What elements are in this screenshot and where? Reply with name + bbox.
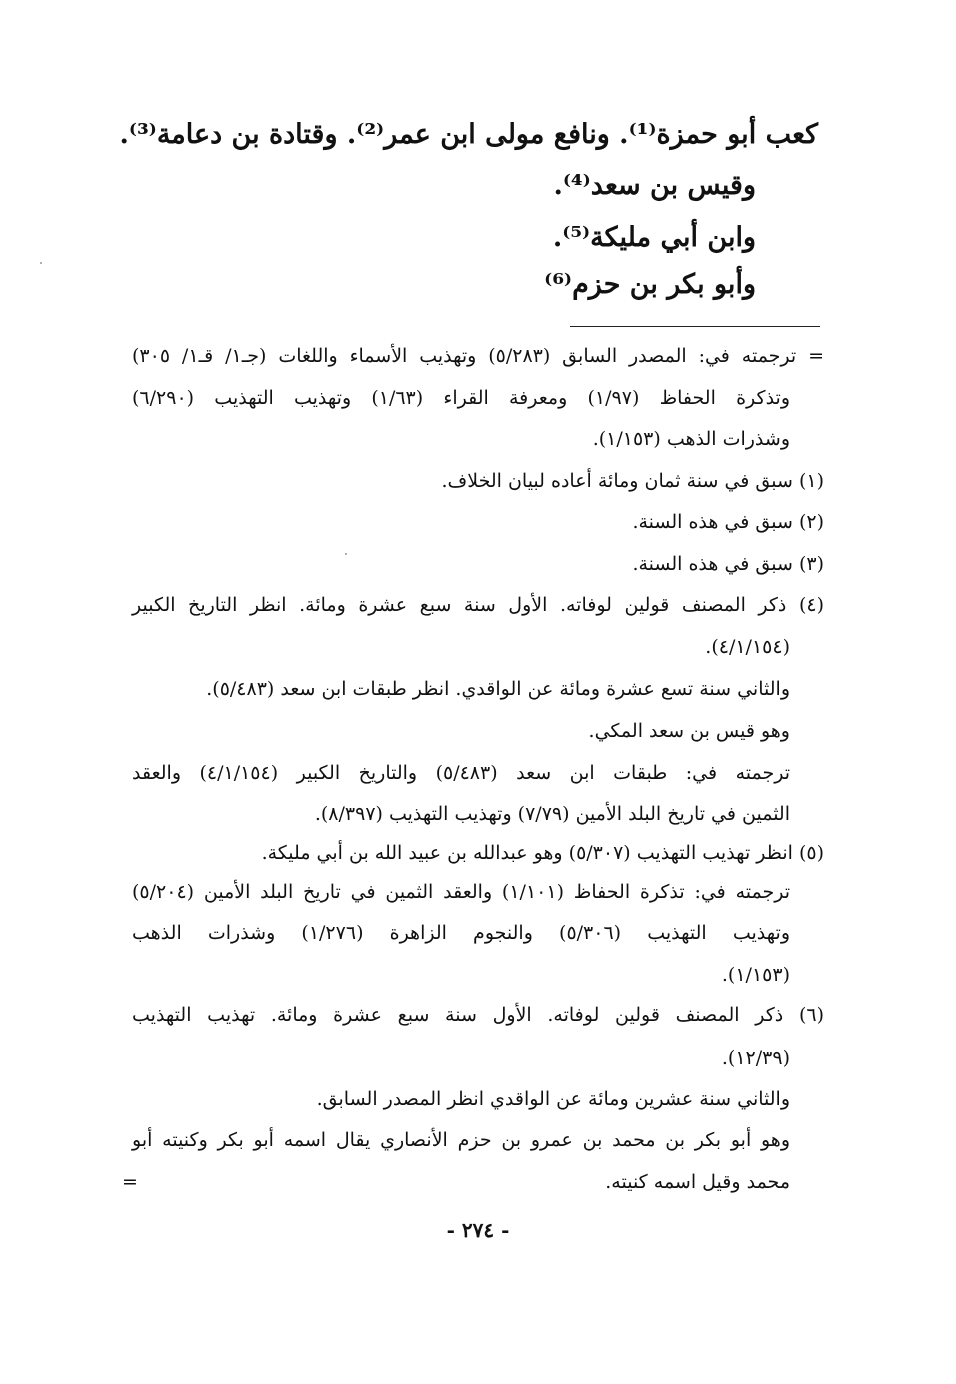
footnote-line: (٦) ذكر المصنف قولين لوفاته. الأول سنة سبع عشرة ومائة. تهذيب التهذيب <box>132 1004 824 1026</box>
footnote-line: (٣) سبق في هذه السنة. <box>632 553 824 575</box>
main-text-line-2: وقيس بن سعد⁽⁴⁾. <box>553 170 756 201</box>
footnote-line: وتهذيب التهذيب (٥/٣٠٦) والنجوم الزاهرة (١/٢٧٦) وشذرات الذهب <box>132 922 790 944</box>
footnote-line: (١/١٥٣). <box>721 964 790 986</box>
footnote-divider <box>570 326 820 327</box>
speck-mark <box>345 553 347 555</box>
page-number: - ٢٧٤ - <box>446 1218 510 1242</box>
footnote-line: محمد وقيل اسمه كنيته. <box>605 1171 790 1193</box>
continuation-mark: = <box>122 1171 138 1193</box>
footnote-line: (١) سبق في سنة ثمان ومائة أعاده لبيان الخلاف. <box>441 470 824 492</box>
footnote-line: = ترجمته في: المصدر السابق (٥/٢٨٣) وتهذيب الأسماء واللغات (جـ١/ قـ١/ ٣٠٥) <box>132 345 824 367</box>
main-text-line-1: كعب أبو حمزة⁽¹⁾. ونافع مولى ابن عمر⁽²⁾. وقتادة بن دعامة⁽³⁾. <box>119 119 818 150</box>
footnote-line: وتذكرة الحفاظ (١/٩٧) ومعرفة القراء (١/٦٣) وتهذيب التهذيب (٦/٢٩٠) <box>132 387 791 409</box>
footnote-line: (٥) انظر تهذيب التهذيب (٥/٣٠٧) وهو عبدالله بن عبيد الله بن أبي مليكة. <box>261 842 824 864</box>
footnote-line: ترجمته في: تذكرة الحفاظ (١/١٠١) والعقد الثمين في تاريخ البلد الأمين (٥/٢٠٤) <box>132 881 790 903</box>
footnote-line: (٤/١/١٥٤). <box>705 636 790 658</box>
footnote-line: والثاني سنة تسع عشرة ومائة عن الواقدي. انظر طبقات ابن سعد (٥/٤٨٣). <box>206 678 790 700</box>
footnote-line: (٤) ذكر المصنف قولين لوفاته. الأول سنة سبع عشرة ومائة. انظر التاريخ الكبير <box>132 594 824 616</box>
footnote-line: وشذرات الذهب (١/١٥٣). <box>592 428 790 450</box>
footnote-line: وهو أبو بكر بن محمد بن عمرو بن حزم الأنصاري يقال اسمه أبو بكر وكنيته أبو <box>132 1129 790 1151</box>
main-text-line-3: وابن أبي مليكة⁽⁵⁾. <box>552 222 756 253</box>
footnote-line: (٢) سبق في هذه السنة. <box>632 511 824 533</box>
main-text-line-4: وأبو بكر بن حزم⁽⁶⁾ <box>544 269 756 300</box>
footnote-line: (١٢/٣٩). <box>721 1047 790 1069</box>
footnote-line: ترجمته في: طبقات ابن سعد (٥/٤٨٣) والتاريخ الكبير (٤/١/١٥٤) والعقد <box>132 762 790 784</box>
footnote-line: الثمين في تاريخ البلد الأمين (٧/٧٩) وتهذيب التهذيب (٨/٣٩٧). <box>314 803 790 825</box>
footnote-line: والثاني سنة عشرين ومائة عن الواقدي انظر المصدر السابق. <box>316 1088 790 1110</box>
footnote-line: وهو قيس بن سعد المكي. <box>588 720 790 742</box>
speck-mark <box>40 262 42 264</box>
